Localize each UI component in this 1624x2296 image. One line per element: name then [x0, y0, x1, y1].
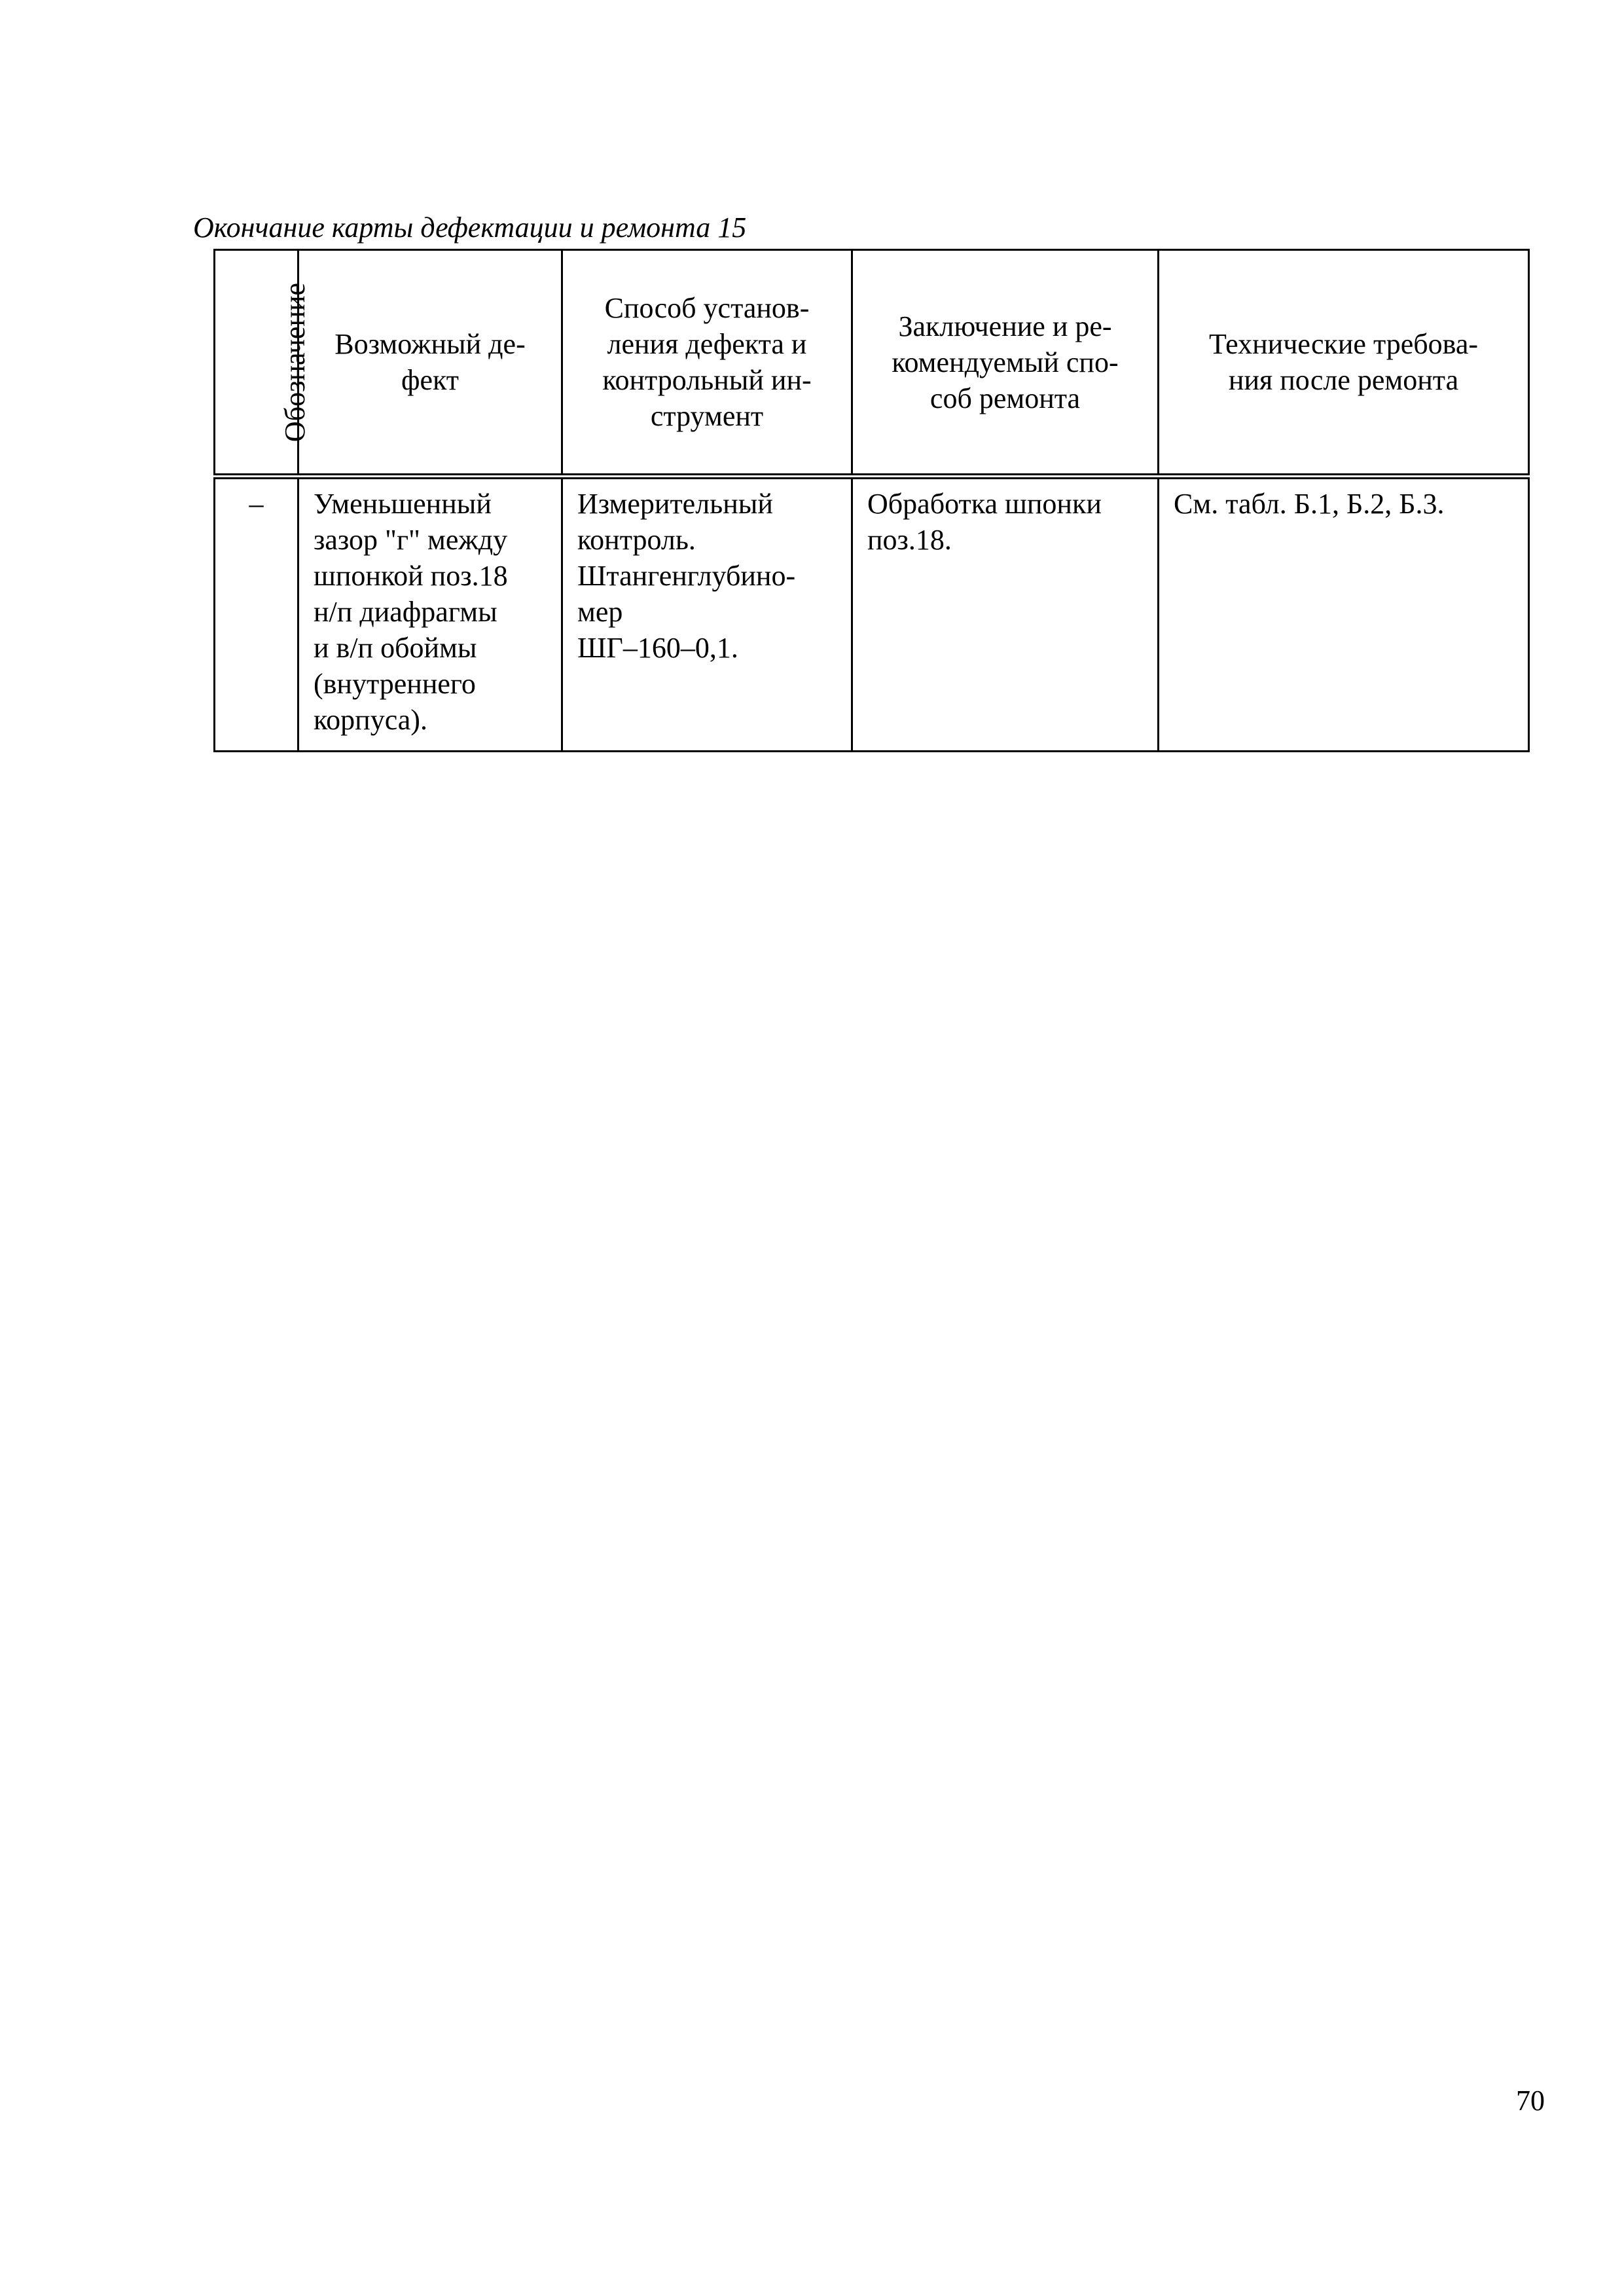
header-line: ния после ремонта: [1228, 364, 1459, 396]
cell-line: Штангенглубино-: [577, 560, 796, 592]
cell-line: зазор "г" между: [314, 524, 508, 556]
cell-line: шпонкой поз.18: [314, 560, 508, 592]
cell-line: мер: [577, 596, 623, 628]
cell-method: [562, 477, 852, 752]
table-caption: Окончание карты дефектации и ремонта 15: [193, 211, 747, 244]
header-line: контрольный ин-: [602, 364, 812, 396]
page-number: 70: [1516, 2085, 1545, 2117]
cell-conclusion: [852, 477, 1159, 752]
cell-defect: [298, 477, 562, 752]
cell-line: См. табл. Б.1, Б.2, Б.3.: [1174, 488, 1445, 520]
header-technical-requirements: [1159, 250, 1529, 477]
header-line: Заключение и ре-: [898, 310, 1112, 342]
header-designation-text: Обозначение: [279, 282, 312, 442]
header-line: Способ установ-: [604, 292, 810, 324]
cell-designation: [215, 477, 298, 752]
cell-requirements: [1159, 477, 1529, 752]
header-conclusion: [852, 250, 1159, 477]
header-line: струмент: [650, 400, 764, 432]
cell-line: Измерительный: [577, 488, 773, 520]
table-row: [215, 477, 1529, 752]
cell-line: контроль.: [577, 524, 696, 556]
cell-line: корпуса).: [314, 704, 427, 736]
header-line: Возможный де-: [334, 328, 526, 360]
header-detection-method: [562, 250, 852, 477]
cell-line: –: [249, 488, 264, 520]
header-designation: [215, 250, 312, 477]
header-line: комендуемый спо-: [892, 346, 1119, 378]
cell-line: н/п диафрагмы: [314, 596, 497, 628]
cell-line: Уменьшенный: [314, 488, 492, 520]
cell-line: поз.18.: [867, 524, 952, 556]
header-line: ления дефекта и: [607, 328, 807, 360]
cell-line: Обработка шпонки: [867, 488, 1102, 520]
cell-line: (внутреннего: [314, 668, 476, 700]
header-possible-defect: [298, 250, 562, 477]
header-line: Технические требова-: [1208, 328, 1479, 360]
cell-line: ШГ–160–0,1.: [577, 632, 738, 664]
cell-line: и в/п обоймы: [314, 632, 477, 664]
defect-repair-table: [213, 249, 1530, 752]
header-line: соб ремонта: [929, 382, 1081, 414]
table-header-row: [215, 250, 1529, 477]
header-line: фект: [401, 364, 460, 396]
